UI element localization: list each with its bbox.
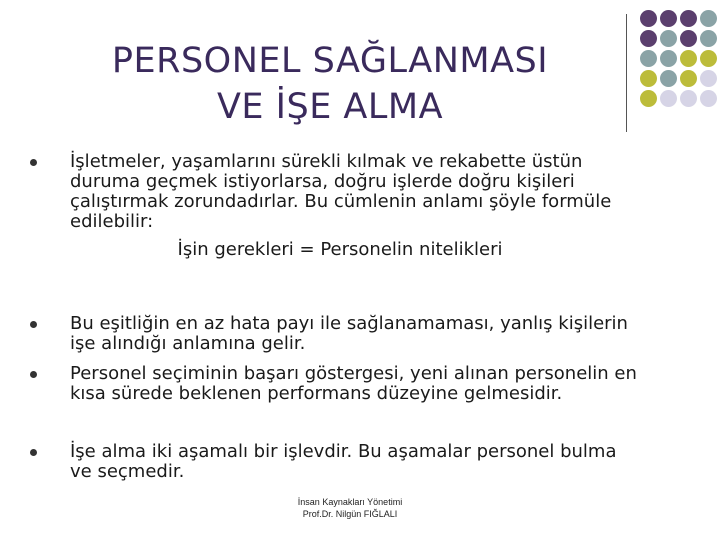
decorative-divider (626, 14, 627, 132)
text-line: çalıştırmak zorundadırlar. Bu cümlenin anlamı şöyle formüle (70, 191, 612, 212)
dot (640, 30, 657, 47)
bullet-dot-icon (30, 371, 37, 378)
text-line: Bu eşitliğin en az hata payı ile sağlanamaması, yanlış kişilerin (70, 313, 628, 334)
slide-footer (260, 496, 440, 520)
dot (700, 50, 717, 67)
dot (680, 70, 697, 87)
text-line: İşe alma iki aşamalı bir işlevdir. Bu aşamalar personel bulma (70, 441, 617, 462)
title-line-2: VE İŞE ALMA (216, 87, 444, 127)
list-item-text (70, 152, 680, 260)
list-item-text (70, 364, 680, 404)
text-line: Personel seçiminin başarı göstergesi, yeni alınan personelin en (70, 363, 637, 384)
footer-author: Prof.Dr. Nilgün FIĞLALI (302, 509, 398, 519)
bullet-dot-icon (30, 449, 37, 456)
list-item-text (70, 442, 680, 482)
dot (680, 50, 697, 67)
dot (660, 30, 677, 47)
dot (700, 30, 717, 47)
dot (640, 50, 657, 67)
dot (640, 70, 657, 87)
dot (660, 90, 677, 107)
text-line: işe alındığı anlamına gelir. (70, 333, 306, 354)
dot (660, 50, 677, 67)
dot (660, 70, 677, 87)
dot (680, 10, 697, 27)
list-item-text (70, 314, 680, 354)
text-line: edilebilir: (70, 211, 154, 232)
text-line: kısa sürede beklenen performans düzeyine gelmesidir. (70, 383, 563, 404)
dot (640, 90, 657, 107)
text-line: ve seçmedir. (70, 461, 185, 482)
dot (700, 90, 717, 107)
bullet-dot-icon (30, 159, 37, 166)
text-line: duruma geçmek istiyorlarsa, doğru işlerde doğru kişileri (70, 171, 575, 192)
dot (680, 90, 697, 107)
dot (700, 10, 717, 27)
footer-course: İnsan Kaynakları Yönetimi (297, 497, 403, 507)
dot (640, 10, 657, 27)
dot (680, 30, 697, 47)
dot (660, 10, 677, 27)
bullet-dot-icon (30, 321, 37, 328)
title-line-1: PERSONEL SAĞLANMASI (111, 41, 549, 81)
decorative-dot-grid (638, 10, 718, 120)
dot (700, 70, 717, 87)
text-line: İşletmeler, yaşamlarını sürekli kılmak ve rekabette üstün (70, 151, 583, 172)
slide-title (40, 38, 620, 130)
formula-line: İşin gerekleri = Personelin nitelikleri (177, 239, 503, 260)
